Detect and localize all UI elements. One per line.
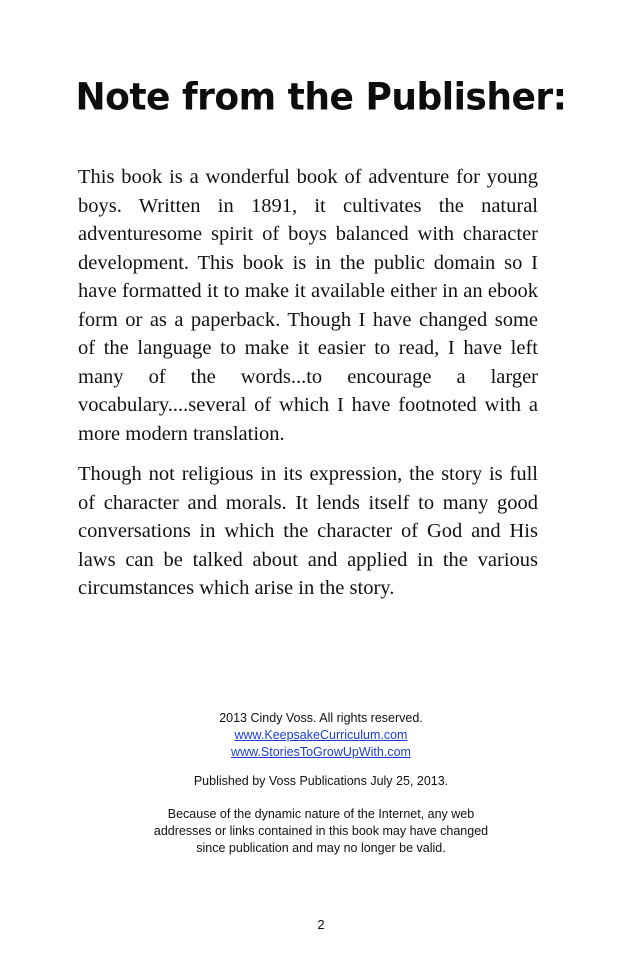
disclaimer-line-3: since publication and may no longer be valid. — [196, 841, 446, 855]
publication-notice: Published by Voss Publications July 25, 2013. — [193, 774, 449, 788]
disclaimer-line-2: addresses or links contained in this book may have changed — [153, 824, 489, 838]
page-title: Note from the Publisher: — [75, 75, 567, 119]
copyright-notice: 2013 Cindy Voss. All rights reserved. — [219, 711, 423, 725]
disclaimer-line-1: Because of the dynamic nature of the Internet, any web — [167, 807, 475, 821]
internet-disclaimer — [0, 806, 642, 857]
copyright-block — [0, 710, 642, 761]
page-number: 2 — [317, 917, 325, 932]
keepsake-curriculum-link[interactable]: www.KeepsakeCurriculum.com — [234, 728, 408, 742]
body-paragraph-1: This book is a wonderful book of adventure for young boys. Written in 1891, it cultivates the natural adventuresome spirit of boys balanced with character development. This book is in the public domain so I have formatted it to make it available either in an ebook form or as a paperback. Though I have changed some of the language to make it easier to read, I have left many of the words...to encourage a larger vocabulary....several of which I have footnoted with a more modern translation. — [78, 166, 538, 445]
body-paragraph-2: Though not religious in its expression, the story is full of character and morals. It lends itself to many good conversations in which the character of God and His laws can be talked about and applied in the various circumstances which arise in the story. — [78, 463, 538, 599]
stories-to-grow-up-with-link[interactable]: www.StoriesToGrowUpWith.com — [231, 745, 411, 759]
